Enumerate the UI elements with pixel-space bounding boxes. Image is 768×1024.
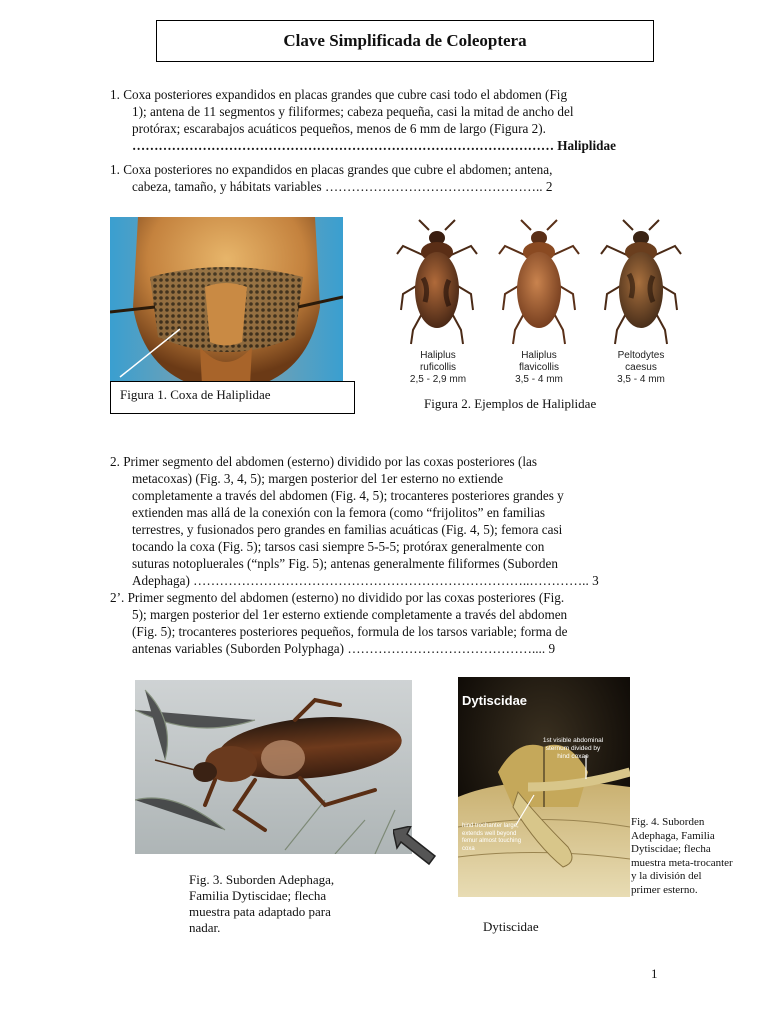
species-genus: Haliplus xyxy=(521,350,557,361)
caption-line: y la división del xyxy=(631,870,702,882)
couplet-line: 1. Coxa posteriores expandidos en placas grandes que cubre casi todo el abdomen (Fig xyxy=(110,87,568,102)
caption-line: muestra pata adaptado para xyxy=(189,904,331,919)
label-line: extends well beyond xyxy=(462,830,517,837)
species-label xyxy=(494,350,584,386)
haliplid-beetles-drawing xyxy=(393,218,693,358)
caption-line: muestra meta-trocanter xyxy=(631,856,733,869)
figure-3-caption xyxy=(189,872,379,936)
couplet-result-haliplidae: …………………………………………………………………………………… Haliplidae xyxy=(132,138,616,153)
caption-line: Adephaga, Familia xyxy=(631,829,715,842)
caption-line: Fig. 3. Suborden Adephaga, xyxy=(189,872,335,887)
couplet-line: cabeza, tamaño, y hábitats variables ………………………………………….. 2 xyxy=(132,179,553,194)
couplet-line: antenas variables (Suborden Polyphaga) …………………………………….... 9 xyxy=(132,641,556,656)
couplet-line: protórax; escarabajos acuáticos pequeños, menos de 6 mm de largo (Figura 2). xyxy=(132,121,546,136)
figure-1-photo xyxy=(110,217,343,385)
couplet-line: 5); margen posterior del 1er esterno extiende completamente a través del abdomen xyxy=(132,607,568,622)
couplet-line: 2’. Primer segmento del abdomen (esterno) no dividido por las coxas posteriores (Fig. xyxy=(110,590,565,605)
species-epithet: flavicollis xyxy=(518,362,559,373)
couplet-line: Adephaga) …………………………………………………………………..………….. 3 xyxy=(132,573,599,588)
caption-line: Dytiscidae; flecha xyxy=(631,843,711,855)
page-number: 1 xyxy=(651,966,658,981)
couplet-2b xyxy=(110,589,655,657)
species-label xyxy=(393,350,483,386)
species-genus: Peltodytes xyxy=(617,350,665,361)
couplet-line: (Fig. 5); trocanteres posteriores pequeños, formula de los tarsos variable; forma de xyxy=(132,624,568,639)
couplet-line: 2. Primer segmento del abdomen (esterno) dividido por las coxas posteriores (las xyxy=(110,454,538,469)
label-line: 1st visible abdominal xyxy=(542,737,604,744)
species-size: 2,5 - 2,9 mm xyxy=(409,374,467,385)
caption-line: nadar. xyxy=(189,920,221,935)
label-line: femur almost touching xyxy=(462,838,522,844)
species-epithet: caesus xyxy=(625,362,657,373)
species-size: 3,5 - 4 mm xyxy=(617,374,665,385)
species-label xyxy=(596,350,686,386)
species-epithet: ruficollis xyxy=(419,362,457,373)
figure-4-label-sternum xyxy=(518,737,628,761)
species-size: 3,5 - 4 mm xyxy=(515,374,563,385)
couplet-1a xyxy=(110,86,655,154)
figure-4-photo-title: Dytiscidae xyxy=(462,693,528,708)
couplet-1b xyxy=(110,161,655,195)
species-genus: Haliplus xyxy=(420,350,456,361)
couplet-line: terrestres, y fusionados pero grandes en familias acuáticas (Fig. 4, 5); femora casi xyxy=(132,522,563,537)
label-line: hind coxae xyxy=(557,753,589,760)
arrow-icon xyxy=(393,826,438,866)
couplet-line: extienden mas allá de la conexión con la femora (como “frijolitos” en familias xyxy=(132,505,546,520)
caption-line: Familia Dytiscidae; flecha xyxy=(189,888,327,903)
label-line: coxa xyxy=(462,845,475,852)
caption-line: Fig. 4. Suborden xyxy=(631,816,705,828)
page-title: Clave Simplificada de Coleoptera xyxy=(156,20,654,62)
figure-3-photo xyxy=(135,680,412,854)
figure-2-caption: Figura 2. Ejemplos de Haliplidae xyxy=(424,396,597,411)
figure-2-illustration xyxy=(393,218,693,390)
caption-line: primer esterno. xyxy=(631,883,698,896)
figure-4-family-label: Dytiscidae xyxy=(483,919,539,934)
couplet-2a xyxy=(110,453,655,589)
figure-4-photo xyxy=(458,677,630,897)
label-line: sternum divided by xyxy=(545,745,601,752)
couplet-line: 1. Coxa posteriores no expandidos en placas grandes que cubre el abdomen; antena, xyxy=(110,162,553,177)
couplet-line: suturas notopluerales (“npls” Fig. 5); antenas generalmente filiformes (Suborden xyxy=(132,556,558,571)
figure-1-caption: Figura 1. Coxa de Haliplidae xyxy=(110,381,355,414)
couplet-line: completamente a través del abdomen (Fig. 4, 5); trocanteres posteriores grandes y xyxy=(132,488,564,503)
couplet-line: metacoxas) (Fig. 3, 4, 5); margen posterior del 1er esterno no extiende xyxy=(132,471,504,486)
figure-4-label-trochanter xyxy=(462,823,542,853)
couplet-line: 1); antena de 11 segmentos y filiformes; cabeza pequeña, casi la mitad de ancho del xyxy=(132,104,574,119)
label-line: hind trochanter large, xyxy=(462,823,519,829)
figure-4-caption xyxy=(631,816,761,897)
couplet-line: tocando la coxa (Fig. 5); tarsos casi siempre 5-5-5; protórax generalmente con xyxy=(132,539,545,554)
